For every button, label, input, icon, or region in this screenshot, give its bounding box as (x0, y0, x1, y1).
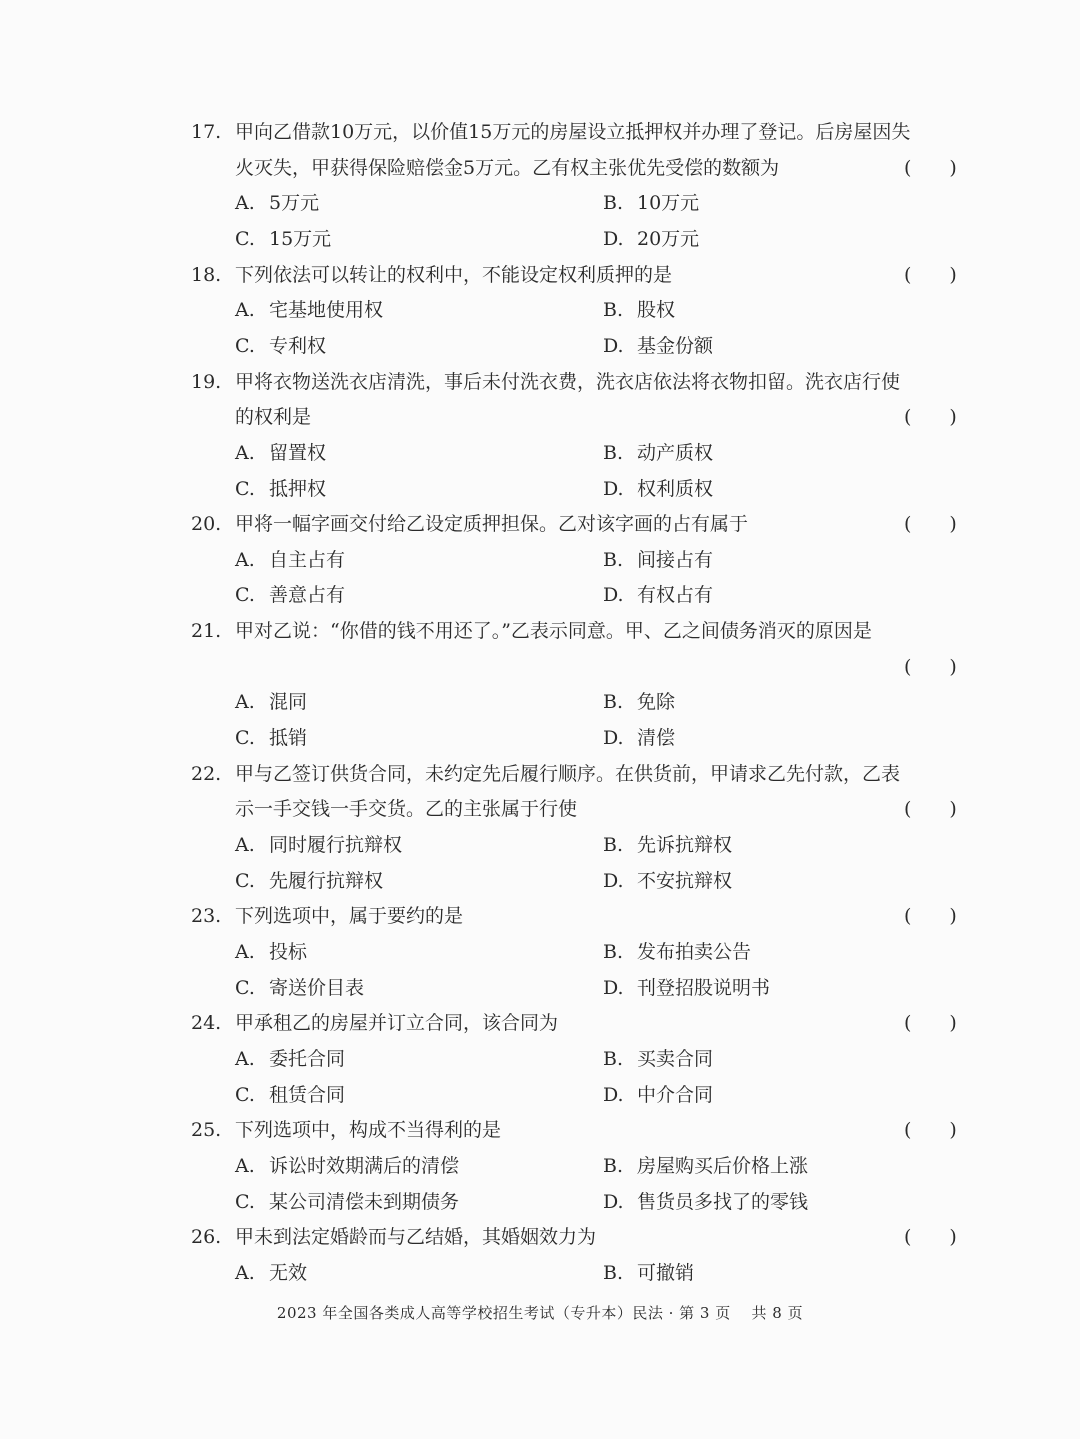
option-text: 专利权 (269, 334, 327, 357)
option-c (235, 869, 383, 893)
option-a (235, 690, 307, 714)
answer-blank: ( ) (904, 655, 957, 678)
option-text: 5万元 (269, 192, 320, 215)
option-a (235, 1261, 307, 1285)
option-letter: B. (603, 940, 624, 963)
option-letter: B. (603, 548, 624, 571)
option-letter: B. (603, 1261, 624, 1284)
option-letter: A. (235, 691, 255, 714)
option-b (603, 191, 699, 215)
option-text: 先诉抗辩权 (637, 834, 733, 856)
option-d (603, 1190, 808, 1214)
option-letter: D. (603, 1083, 624, 1106)
option-c (235, 726, 307, 750)
option-letter: D. (603, 1190, 624, 1213)
option-text: 权利质权 (637, 477, 714, 500)
question-number: 23. (191, 905, 222, 928)
option-c (235, 583, 345, 607)
option-letter: C. (235, 1190, 255, 1213)
option-text: 混同 (269, 691, 308, 714)
option-letter: A. (235, 299, 255, 322)
answer-blank: ( ) (904, 1119, 957, 1142)
question-number: 19. (191, 370, 222, 393)
option-letter: C. (235, 976, 255, 999)
question-stem-line: 甲将一幅字画交付给乙设定质押担保。乙对该字画的占有属于 (235, 513, 749, 536)
question-stem-line: 下列依法可以转让的权利中，不能设定权利质押的是 (235, 263, 673, 286)
option-text: 抵销 (269, 727, 308, 750)
option-a (235, 298, 383, 322)
option-text: 股权 (637, 299, 676, 322)
question-stem-line: 下列选项中，构成不当得利的是 (235, 1119, 502, 1142)
option-letter: D. (603, 727, 624, 750)
option-c (235, 1190, 459, 1214)
option-b (603, 298, 675, 322)
question-number: 17. (191, 121, 222, 143)
option-letter: D. (603, 477, 624, 500)
question-stem-line: 下列选项中，属于要约的是 (235, 905, 464, 928)
option-letter: D. (603, 976, 624, 999)
option-d (603, 334, 713, 358)
option-text: 投标 (269, 940, 308, 963)
option-b (603, 833, 732, 857)
option-text: 宅基地使用权 (269, 299, 384, 322)
question-stem-line: 甲未到法定婚龄而与乙结婚，其婚姻效力为 (235, 1226, 597, 1249)
option-letter: C. (235, 1083, 255, 1106)
option-c (235, 477, 326, 501)
option-text: 清偿 (637, 727, 676, 750)
option-text: 15万元 (269, 227, 332, 250)
option-letter: A. (235, 1261, 255, 1284)
option-b (603, 1261, 694, 1285)
option-text: 可撤销 (637, 1261, 695, 1284)
option-letter: D. (603, 869, 624, 892)
option-text: 善意占有 (269, 584, 346, 607)
question-stem-line: 的权利是 (235, 406, 312, 429)
option-b (603, 940, 751, 964)
question-stem-line: 火灭失，甲获得保险赔偿金5万元。乙有权主张优先受偿的数额为 (235, 156, 780, 179)
option-text: 基金份额 (637, 334, 714, 357)
option-letter: A. (235, 548, 255, 571)
option-text: 动产质权 (637, 441, 714, 464)
answer-blank: ( ) (904, 798, 957, 821)
option-b (603, 1154, 808, 1178)
option-text: 免除 (637, 691, 676, 714)
option-text: 租赁合同 (269, 1083, 346, 1106)
answer-blank: ( ) (904, 1226, 957, 1249)
option-text: 售货员多找了的零钱 (637, 1190, 809, 1213)
option-b (603, 548, 713, 572)
option-d (603, 477, 713, 501)
option-letter: D. (603, 334, 624, 357)
option-c (235, 976, 364, 1000)
question-number: 18. (191, 263, 222, 286)
option-d (603, 227, 699, 251)
option-letter: C. (235, 869, 255, 892)
option-letter: A. (235, 192, 255, 215)
option-text: 委托合同 (269, 1047, 346, 1070)
option-a (235, 1047, 345, 1071)
option-letter: C. (235, 584, 255, 607)
option-text: 房屋购买后价格上涨 (637, 1154, 809, 1177)
option-c (235, 227, 331, 251)
option-b (603, 690, 675, 714)
option-d (603, 976, 770, 1000)
question-stem-line: 甲承租乙的房屋并订立合同，该合同为 (235, 1012, 559, 1035)
answer-blank: ( ) (904, 905, 957, 928)
option-a (235, 940, 307, 964)
option-d (603, 583, 713, 607)
option-text: 诉讼时效期满后的清偿 (269, 1154, 460, 1177)
option-a (235, 833, 402, 857)
option-text: 买卖合同 (637, 1047, 714, 1070)
option-letter: C. (235, 727, 255, 750)
answer-blank: ( ) (904, 513, 957, 536)
question-number: 22. (191, 762, 222, 785)
option-letter: B. (603, 1154, 624, 1177)
option-letter: D. (603, 227, 624, 250)
question-number: 21. (191, 620, 222, 643)
option-letter: C. (235, 334, 255, 357)
option-d (603, 1083, 713, 1107)
option-text: 发布拍卖公告 (637, 940, 752, 963)
option-letter: A. (235, 940, 255, 963)
question-stem-line: 甲对乙说：“你借的钱不用还了。”乙表示同意。甲、乙之间债务消灭的原因是 (235, 620, 872, 643)
answer-blank: ( ) (904, 406, 957, 429)
option-c (235, 334, 326, 358)
option-text: 先履行抗辩权 (269, 869, 384, 892)
option-text: 间接占有 (637, 548, 714, 571)
option-letter: A. (235, 441, 255, 464)
option-text: 刊登招股说明书 (637, 976, 771, 999)
option-text: 无效 (269, 1261, 308, 1284)
option-text: 有权占有 (637, 584, 714, 607)
option-d (603, 726, 675, 750)
option-text: 抵押权 (269, 477, 327, 500)
option-text: 中介合同 (637, 1083, 714, 1106)
option-a (235, 441, 326, 465)
option-a (235, 1154, 459, 1178)
answer-blank: ( ) (904, 156, 957, 179)
option-text: 20万元 (637, 227, 700, 250)
option-c (235, 1083, 345, 1107)
question-number: 25. (191, 1119, 222, 1142)
answer-blank: ( ) (904, 263, 957, 286)
option-a (235, 548, 345, 572)
question-stem-line: 甲将衣物送洗衣店清洗，事后未付洗衣费，洗衣店依法将衣物扣留。洗衣店行使 (235, 370, 901, 393)
question-number: 20. (191, 513, 222, 536)
option-text: 某公司清偿未到期债务 (269, 1190, 460, 1213)
option-letter: C. (235, 477, 255, 500)
option-letter: B. (603, 192, 624, 215)
option-letter: B. (603, 299, 624, 322)
option-b (603, 1047, 713, 1071)
question-stem-line: 甲向乙借款10万元，以价值15万元的房屋设立抵押权并办理了登记。后房屋因失 (235, 121, 911, 143)
option-letter: B. (603, 834, 624, 856)
option-text: 同时履行抗辩权 (269, 834, 403, 856)
option-letter: D. (603, 584, 624, 607)
option-text: 寄送价目表 (269, 976, 365, 999)
option-letter: A. (235, 1047, 255, 1070)
option-text: 不安抗辩权 (637, 869, 733, 892)
option-text: 10万元 (637, 192, 700, 215)
option-letter: A. (235, 1154, 255, 1177)
option-letter: B. (603, 691, 624, 714)
question-number: 24. (191, 1012, 222, 1035)
question-stem-line: 示一手交钱一手交货。乙的主张属于行使 (235, 798, 578, 821)
option-letter: B. (603, 1047, 624, 1070)
option-text: 留置权 (269, 441, 327, 464)
option-letter: B. (603, 441, 624, 464)
answer-blank: ( ) (904, 1012, 957, 1035)
option-letter: A. (235, 834, 255, 856)
option-b (603, 441, 713, 465)
page-footer: 2023 年全国各类成人高等学校招生考试（专升本）民法 · 第 3 页 共 8 页 (276, 1304, 804, 1322)
option-letter: C. (235, 227, 255, 250)
option-text: 自主占有 (269, 548, 346, 571)
option-d (603, 869, 732, 893)
option-a (235, 191, 319, 215)
question-stem-line: 甲与乙签订供货合同，未约定先后履行顺序。在供货前，甲请求乙先付款，乙表 (235, 762, 901, 785)
question-number: 26. (191, 1226, 222, 1249)
